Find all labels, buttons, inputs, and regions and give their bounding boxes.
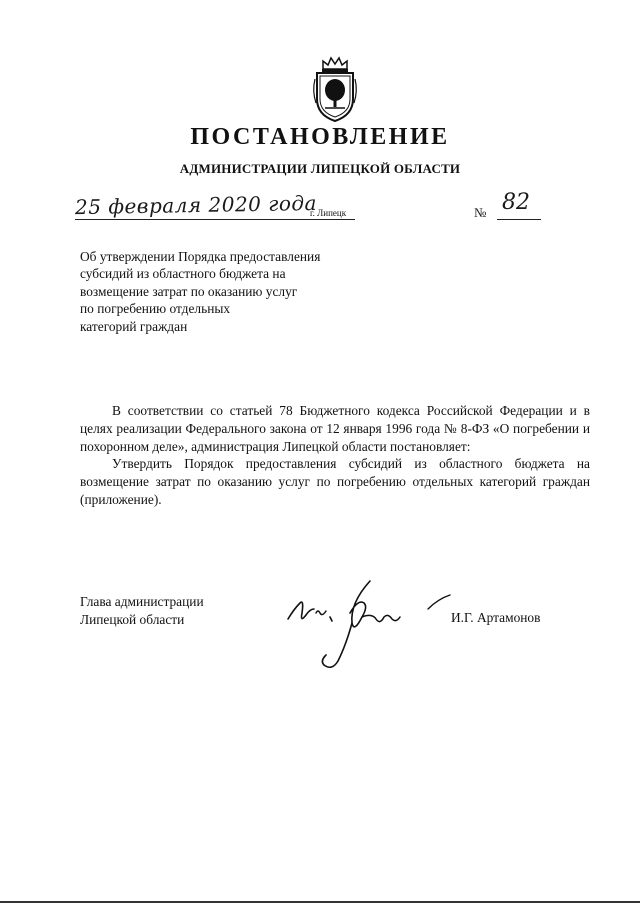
city-label: г. Липецк <box>310 208 347 218</box>
page-bottom-edge <box>0 901 640 903</box>
subject-line: возмещение затрат по оказанию услуг <box>80 283 298 299</box>
document-subject <box>80 248 380 335</box>
number-sign: № <box>474 205 487 220</box>
subject-line: категорий граждан <box>80 318 188 334</box>
handwritten-number: 82 <box>502 190 530 215</box>
coat-of-arms-emblem <box>311 55 359 123</box>
body-paragraph: Утвердить Порядок предоставления субсидий из областного бюджета на возмещение затрат по оказанию услуг по погребению отдельных категорий граждан (приложение). <box>80 456 590 507</box>
position-line: Глава администрации <box>80 594 204 609</box>
body-paragraph: В соответствии со статьей 78 Бюджетного кодекса Российской Федерации и в целях реализации Федерального закона от 12 января 1996 года № 8-ФЗ «О погребении и похоронном деле», администрация Липецкой области постановляет: <box>80 403 590 454</box>
number-underline <box>497 219 541 220</box>
document-subtitle: АДМИНИСТРАЦИИ ЛИПЕЦКОЙ ОБЛАСТИ <box>179 161 461 176</box>
subject-line: субсидий из областного бюджета на <box>80 266 286 282</box>
subject-line: по погребению отдельных <box>80 301 231 317</box>
date-underline <box>75 219 355 220</box>
document-body <box>80 402 590 509</box>
signatory-name: И.Г. Артамонов <box>451 610 541 625</box>
handwritten-date: 25 февраля 2020 года <box>74 190 318 220</box>
position-line: Липецкой области <box>80 612 185 627</box>
subject-line: Об утверждении Порядка предоставления <box>80 249 321 264</box>
signatory-position <box>80 593 204 629</box>
document-title: ПОСТАНОВЛЕНИЕ <box>190 124 450 150</box>
handwritten-signature <box>280 573 460 678</box>
